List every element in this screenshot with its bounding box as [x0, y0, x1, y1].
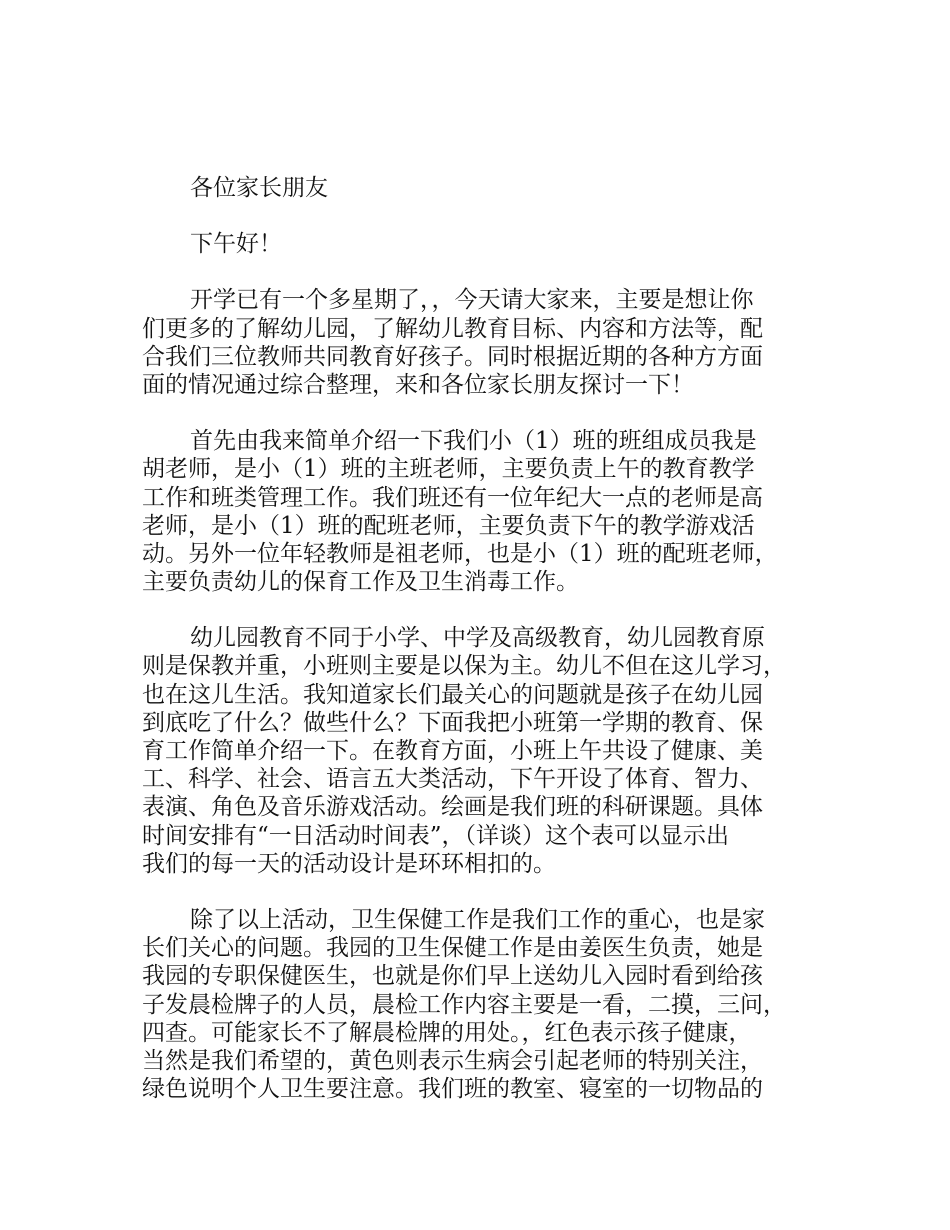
paragraph-line: 胡老师，是小（1）班的主班老师，主要负责上午的教育教学 — [142, 456, 755, 483]
paragraph-line: 幼儿园教育不同于小学、中学及高级教育，幼儿园教育原 — [190, 625, 765, 652]
paragraph-line: 时间安排有“一日活动时间表”，（详谈）这个表可以显示出 — [142, 822, 730, 849]
paragraph-line: 首先由我来简单介绍一下我们小（1）班的班组成员我是 — [190, 428, 757, 455]
paragraph-line: 老师，是小（1）班的配班老师，主要负责下午的教学游戏活 — [142, 512, 755, 539]
paragraph-line: 开学已有一个多星期了，，今天请大家来，主要是想让你 — [190, 287, 754, 314]
salutation-block — [142, 174, 826, 202]
paragraph-line: 主要负责幼儿的保育工作及卫生消毒工作。 — [142, 569, 579, 596]
salutation: 各位家长朋友 — [190, 175, 328, 201]
paragraph-line: 除了以上活动，卫生保健工作是我们工作的重心，也是家 — [190, 906, 765, 933]
greeting-block — [142, 230, 826, 258]
greeting: 下午好！ — [190, 231, 282, 258]
paragraph-line: 育工作简单介绍一下。在教育方面，小班上午共设了健康、美 — [142, 738, 763, 764]
paragraph-line: 们更多的了解幼儿园，了解幼儿教育目标、内容和方法等，配 — [142, 315, 763, 342]
paragraph-2 — [142, 427, 826, 596]
paragraph-line: 绿色说明个人卫生要注意。我们班的教室、寝室的一切物品的 — [142, 1076, 763, 1103]
paragraph-line: 子发晨检牌子的人员，晨检工作内容主要是一看，二摸，三问， — [142, 991, 786, 1018]
paragraph-4 — [142, 906, 826, 1103]
paragraph-line: 面的情况通过综合整理，来和各位家长朋友探讨一下！ — [142, 371, 694, 398]
paragraph-line: 工、科学、社会、语言五大类活动，下午开设了体育、智力、 — [142, 766, 763, 793]
paragraph-line: 长们关心的问题。我园的卫生保健工作是由姜医生负责，她是 — [142, 935, 763, 962]
paragraph-line: 我园的专职保健医生，也就是你们早上送幼儿入园时看到给孩 — [142, 963, 763, 990]
paragraph-line: 表演、角色及音乐游戏活动。绘画是我们班的科研课题。具体 — [142, 794, 763, 821]
paragraph-line: 也在这儿生活。我知道家长们最关心的问题就是孩子在幼儿园 — [142, 681, 763, 708]
paragraph-line: 我们的每一天的活动设计是环环相扣的。 — [142, 850, 556, 877]
document-body — [142, 174, 826, 1131]
paragraph-line: 四查。可能家长不了解晨检牌的用处。，红色表示孩子健康， — [142, 1019, 752, 1046]
paragraph-line: 到底吃了什么？做些什么？下面我把小班第一学期的教育、保 — [142, 709, 763, 736]
paragraph-3 — [142, 624, 826, 878]
paragraph-1 — [142, 286, 826, 399]
paragraph-line: 动。另外一位年轻教师是祖老师，也是小（1）班的配班老师， — [142, 540, 778, 567]
paragraph-line: 合我们三位教师共同教育好孩子。同时根据近期的各种方方面 — [142, 343, 763, 370]
paragraph-line: 工作和班类管理工作。我们班还有一位年纪大一点的老师是高 — [142, 484, 763, 511]
paragraph-line: 当然是我们希望的，黄色则表示生病会引起老师的特别关注， — [142, 1047, 763, 1074]
paragraph-line: 则是保教并重，小班则主要是以保为主。幼儿不但在这儿学习， — [142, 653, 786, 680]
